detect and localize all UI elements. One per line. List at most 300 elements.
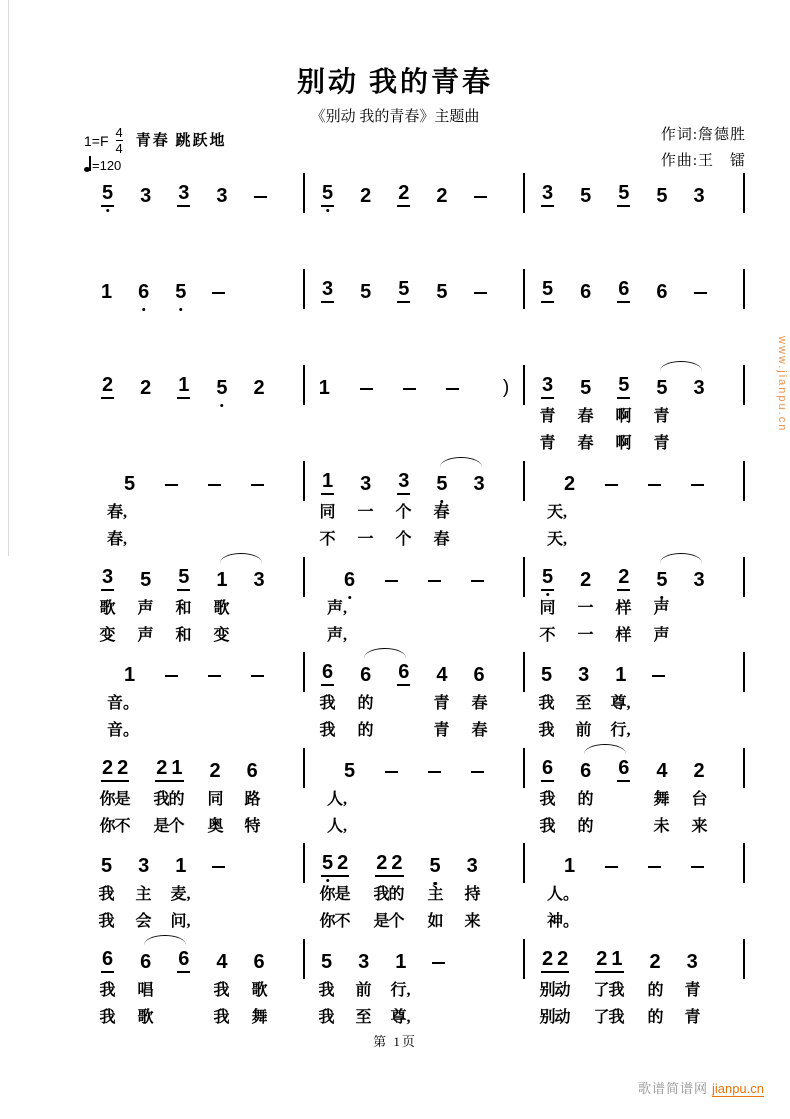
- underline-group: [595, 948, 623, 973]
- note-token: [541, 948, 569, 973]
- note-digit: 1: [123, 664, 136, 686]
- note-token: [254, 951, 265, 973]
- lyric-syllable: 我: [318, 982, 335, 999]
- note-token: [564, 855, 575, 877]
- barline: [743, 173, 745, 213]
- note-token: [656, 377, 667, 399]
- lyric-syllable: 青: [433, 722, 450, 739]
- note-digit: 1: [322, 470, 334, 492]
- note-digit: 3: [398, 470, 410, 492]
- dash-extension: [648, 866, 661, 868]
- digit-group: [580, 281, 591, 303]
- lyric-syllable: 声: [137, 627, 154, 644]
- note-digit: 5: [321, 951, 333, 973]
- dash-extension: [208, 675, 221, 677]
- digit-group: [656, 760, 667, 782]
- lyric-syllable: 春,: [107, 531, 128, 548]
- note-token: [321, 852, 349, 877]
- note-digit: 2: [436, 185, 448, 207]
- dash-extension: [471, 771, 484, 773]
- note-digit: 5: [322, 182, 334, 204]
- dash-extension: [605, 866, 618, 868]
- note-token: [216, 569, 227, 591]
- lyric-syllable: 我: [539, 818, 556, 835]
- note-token: [177, 374, 190, 399]
- note-digit: 5: [656, 185, 668, 207]
- digit-group: [656, 569, 667, 591]
- notes-row: [305, 660, 523, 686]
- note-digit: 2: [360, 185, 372, 207]
- note-token: [430, 855, 441, 877]
- time-denominator: 4: [115, 141, 123, 157]
- lyric-syllable: 我: [539, 791, 556, 808]
- dash-extension: [212, 292, 225, 294]
- lyric-syllable: 不: [539, 627, 556, 644]
- lyric-syllable: 问,: [170, 913, 191, 930]
- note-digit: 2: [557, 948, 569, 970]
- lyric-syllable: 的: [168, 791, 185, 808]
- note-digit: 1: [175, 855, 187, 877]
- score-line-3: [85, 373, 749, 459]
- note-token: [155, 757, 183, 782]
- note-digit: 2: [337, 852, 349, 874]
- note-token: [254, 569, 265, 591]
- note-token: [319, 377, 330, 399]
- digit-group: [216, 569, 227, 591]
- lyric-syllable: 我: [213, 982, 230, 999]
- lyric-syllable: 个: [395, 531, 412, 548]
- lyric-syllable: 我: [99, 982, 116, 999]
- lyric-syllable: 我: [98, 913, 115, 930]
- digit-group: [694, 760, 705, 782]
- dash-extension: [165, 484, 178, 486]
- note-token: [177, 182, 190, 207]
- note-token: [216, 951, 227, 973]
- lyric-syllable: 我: [608, 1009, 625, 1026]
- note-token: [474, 664, 485, 686]
- note-token: [541, 566, 554, 591]
- lyric-syllable: 音。: [107, 722, 140, 739]
- lyric-syllable: 你: [319, 886, 336, 903]
- digit-group: [580, 760, 591, 782]
- dash-extension: [694, 292, 707, 294]
- underline-group: [177, 182, 190, 207]
- note-token: [321, 182, 334, 207]
- digit-group: [140, 377, 151, 399]
- note-digit: 1: [101, 281, 113, 303]
- measure: [85, 277, 303, 363]
- lyric-syllable: 样: [615, 600, 632, 617]
- lyric-syllable: 我: [373, 886, 390, 903]
- lyric-syllable: 路: [244, 791, 261, 808]
- lyric-syllable: 舞: [251, 1009, 268, 1026]
- note-digit: 4: [436, 664, 448, 686]
- lyric-syllable: 的: [647, 982, 664, 999]
- note-digit: 3: [466, 855, 478, 877]
- note-digit: 1: [611, 948, 623, 970]
- lyric-syllable: 变: [213, 627, 230, 644]
- lyric-syllable: 春: [577, 435, 594, 452]
- underline-group: [321, 278, 334, 303]
- note-token: [617, 566, 630, 591]
- note-digit: 5: [175, 281, 187, 303]
- dash-extension: [648, 484, 661, 486]
- digit-group: [344, 569, 355, 591]
- lyric-syllable: 一: [577, 600, 594, 617]
- notes-row: [85, 851, 303, 877]
- note-digit: 6: [542, 757, 554, 779]
- lyric-syllable: 持: [464, 886, 481, 903]
- lyric-syllable: 啊: [615, 408, 632, 425]
- note-digit: 5: [436, 473, 448, 495]
- note-token: [397, 278, 410, 303]
- lyricist: 作词:詹德胜: [660, 127, 746, 143]
- watermark-link: jianpu.cn: [711, 1081, 764, 1096]
- note-token: [694, 377, 705, 399]
- note-token: [321, 951, 332, 973]
- vertical-watermark: www.jianpu.cn: [776, 336, 788, 433]
- note-token: [578, 664, 589, 686]
- underline-group: [617, 278, 630, 303]
- digit-group: [564, 855, 575, 877]
- digit-group: [254, 569, 265, 591]
- digit-group: [656, 377, 667, 399]
- measure: [525, 851, 743, 937]
- lyric-syllable: 一: [577, 627, 594, 644]
- note-digit: 6: [656, 281, 668, 303]
- note-token: [595, 948, 623, 973]
- lyric-syllable: 特: [244, 818, 261, 835]
- lyric-syllable: 我: [318, 1009, 335, 1026]
- digit-group: [580, 569, 591, 591]
- measure: [525, 660, 743, 746]
- underline-group: [321, 182, 334, 207]
- notes-row: [305, 181, 523, 207]
- underline-group: [101, 374, 114, 399]
- note-digit: 4: [656, 760, 668, 782]
- lyric-syllable: 我: [538, 695, 555, 712]
- lyric-syllable: 春: [433, 531, 450, 548]
- note-digit: 5: [542, 566, 554, 588]
- note-token: [321, 661, 334, 686]
- note-token: [467, 855, 478, 877]
- measure: [85, 756, 303, 842]
- lyric-syllable: 不: [319, 531, 336, 548]
- digit-group: [175, 281, 186, 303]
- underline-group: [617, 374, 630, 399]
- note-digit: 2: [376, 852, 388, 874]
- lyric-syllable: 神。: [547, 913, 580, 930]
- underline-group: [375, 852, 403, 877]
- note-digit: 3: [358, 951, 370, 973]
- dash-extension: [428, 771, 441, 773]
- note-digit: 2: [398, 182, 410, 204]
- digit-group: [124, 664, 135, 686]
- lyric-syllable: 我: [319, 695, 336, 712]
- lyric-syllable: 动: [554, 982, 571, 999]
- note-token: [474, 473, 485, 495]
- digit-group: [430, 855, 441, 877]
- note-digit: 6: [580, 760, 592, 782]
- measure: [525, 947, 743, 1033]
- lyric-syllable: 了: [593, 982, 610, 999]
- note-digit: 1: [216, 569, 228, 591]
- notes-row: [525, 565, 743, 591]
- note-token: [656, 185, 667, 207]
- note-digit: 3: [542, 182, 554, 204]
- note-token: [247, 760, 258, 782]
- note-digit: 3: [102, 566, 114, 588]
- notes-row: [85, 565, 303, 591]
- note-digit: 2: [596, 948, 608, 970]
- song-subtitle: 《别动 我的青春》主题曲: [310, 109, 480, 125]
- note-token: [140, 185, 151, 207]
- note-digit: 3: [360, 473, 372, 495]
- note-token: [615, 664, 626, 686]
- note-digit: 1: [178, 374, 190, 396]
- digit-group: [344, 760, 355, 782]
- lyric-syllable: 尊,: [390, 1009, 411, 1026]
- note-token: [138, 281, 149, 303]
- digit-group: [210, 760, 221, 782]
- note-digit: 2: [693, 760, 705, 782]
- barline: [743, 652, 745, 692]
- note-token: [436, 473, 447, 495]
- lyric-syllable: 的: [357, 722, 374, 739]
- lyric-syllable: 我: [153, 791, 170, 808]
- note-digit: 6: [140, 951, 152, 973]
- note-token: [617, 278, 630, 303]
- note-digit: 3: [693, 185, 705, 207]
- measure: [85, 469, 303, 555]
- measure: [305, 277, 523, 363]
- lyric-syllable: 一: [357, 531, 374, 548]
- note-token: [436, 185, 447, 207]
- note-token: [694, 760, 705, 782]
- measure: [85, 851, 303, 937]
- note-digit: 2: [618, 566, 630, 588]
- note-digit: 6: [473, 664, 485, 686]
- expression-text: 青春 跳跃地: [135, 133, 227, 150]
- digit-group: [140, 951, 151, 973]
- notes-row: [525, 181, 743, 207]
- lyric-syllable: 歌: [213, 600, 230, 617]
- notes-row: [525, 947, 743, 973]
- note-token: [124, 664, 135, 686]
- lyric-syllable: 不: [334, 913, 351, 930]
- lyric-syllable: 至: [355, 1009, 372, 1026]
- lyric-syllable: 人,: [327, 791, 348, 808]
- lyric-syllable: 尊,: [610, 695, 631, 712]
- lyric-syllable: 个: [388, 913, 405, 930]
- lyric-syllable: 春: [577, 408, 594, 425]
- dash-extension: [212, 866, 225, 868]
- underline-group: [397, 182, 410, 207]
- lyric-syllable: 前: [575, 722, 592, 739]
- digit-group: [360, 473, 371, 495]
- dash-extension: [208, 484, 221, 486]
- note-token: [177, 948, 190, 973]
- notes-row: [305, 565, 523, 591]
- note-token: [360, 473, 371, 495]
- note-token: [687, 951, 698, 973]
- dash-extension: [385, 771, 398, 773]
- note-digit: 5: [178, 566, 190, 588]
- watermark: [638, 1081, 764, 1097]
- note-digit: 5: [101, 855, 113, 877]
- lyric-syllable: 你: [99, 791, 116, 808]
- lyric-syllable: 人。: [547, 886, 580, 903]
- note-token: [101, 948, 114, 973]
- digit-group: [564, 473, 575, 495]
- digit-group: [650, 951, 661, 973]
- underline-group: [321, 661, 334, 686]
- dash-extension: [652, 675, 665, 677]
- lyric-syllable: 来: [464, 913, 481, 930]
- lyric-syllable: 青: [539, 408, 556, 425]
- dash-extension: [360, 388, 373, 390]
- note-token: [175, 281, 186, 303]
- note-token: [138, 855, 149, 877]
- score-line-8: [85, 851, 749, 937]
- note-token: [360, 664, 371, 686]
- note-token: [321, 470, 334, 495]
- digit-group: [436, 473, 447, 495]
- underline-group: [101, 566, 114, 591]
- note-digit: 6: [618, 757, 630, 779]
- note-token: [254, 377, 265, 399]
- note-digit: 5: [618, 182, 630, 204]
- digit-group: [321, 951, 332, 973]
- note-digit: 3: [693, 377, 705, 399]
- score-line-9: [85, 947, 749, 1033]
- lyric-syllable: 声: [653, 600, 670, 617]
- lyric-syllable: 个: [168, 818, 185, 835]
- digit-group: [216, 377, 227, 399]
- note-token: [395, 951, 406, 973]
- lyric-syllable: 同: [539, 600, 556, 617]
- lyric-syllable: 会: [135, 913, 152, 930]
- lyric-syllable: 同: [319, 504, 336, 521]
- barline: [743, 461, 745, 501]
- note-digit: 4: [216, 951, 228, 973]
- note-digit: 5: [541, 664, 553, 686]
- notes-row: [85, 947, 303, 973]
- note-digit: 6: [398, 661, 410, 683]
- note-token: [358, 951, 369, 973]
- measure: [525, 565, 743, 651]
- lyric-syllable: 是: [334, 886, 351, 903]
- lyric-syllable: 我: [608, 982, 625, 999]
- underline-group: [541, 566, 554, 591]
- underline-group: [617, 182, 630, 207]
- notes-row: [525, 373, 743, 399]
- lyric-syllable: 青: [653, 408, 670, 425]
- measure: [305, 469, 523, 555]
- lyric-syllable: 啊: [615, 435, 632, 452]
- note-token: [436, 281, 447, 303]
- lyric-syllable: 的: [577, 791, 594, 808]
- notes-row: [525, 851, 743, 877]
- score-line-6: [85, 660, 749, 746]
- note-digit: 3: [322, 278, 334, 300]
- note-digit: 6: [178, 948, 190, 970]
- underline-group: [397, 661, 410, 686]
- underline-group: [541, 374, 554, 399]
- lyric-syllable: 别: [539, 982, 556, 999]
- lyric-syllable: 我: [98, 886, 115, 903]
- measure: [305, 851, 523, 937]
- note-digit: 1: [563, 855, 576, 877]
- lyric-syllable: 声,: [327, 627, 348, 644]
- digit-group: [175, 855, 186, 877]
- digit-group: [358, 951, 369, 973]
- lyric-syllable: 是: [153, 818, 170, 835]
- underline-group: [177, 566, 190, 591]
- note-digit: 2: [156, 757, 168, 779]
- note-digit: 5: [436, 281, 448, 303]
- digit-group: [687, 951, 698, 973]
- lyric-syllable: 我: [99, 1009, 116, 1026]
- lyric-syllable: 青: [684, 1009, 701, 1026]
- lyric-syllable: 我: [213, 1009, 230, 1026]
- note-token: [375, 852, 403, 877]
- lyric-syllable: 音。: [107, 695, 140, 712]
- lyric-syllable: 你: [319, 913, 336, 930]
- score-line-7: [85, 756, 749, 842]
- notes-row: [305, 947, 523, 973]
- digit-group: [580, 185, 591, 207]
- note-token: [321, 278, 334, 303]
- notes-row: [85, 469, 303, 495]
- lyric-syllable: 变: [99, 627, 116, 644]
- digit-group: [247, 760, 258, 782]
- note-digit: 5: [123, 473, 136, 495]
- lyric-syllable: 你: [99, 818, 116, 835]
- measure: [525, 277, 743, 363]
- digit-group: [467, 855, 478, 877]
- underline-group: [397, 470, 410, 495]
- note-digit: 1: [615, 664, 627, 686]
- underline-group: [541, 757, 554, 782]
- lyric-syllable: 春: [471, 695, 488, 712]
- note-token: [617, 757, 630, 782]
- measure: [525, 469, 743, 555]
- time-numerator: 4: [115, 125, 123, 140]
- lyric-syllable: 青: [539, 435, 556, 452]
- underline-group: [101, 182, 114, 207]
- notes-row: [85, 277, 303, 303]
- note-token: [101, 757, 129, 782]
- note-digit: 5: [618, 374, 630, 396]
- dash-extension: [605, 484, 618, 486]
- barline: [743, 843, 745, 883]
- digit-group: [580, 377, 591, 399]
- note-token: [140, 569, 151, 591]
- lyric-syllable: 春,: [107, 504, 128, 521]
- note-token: [397, 470, 410, 495]
- lyric-syllable: 是: [373, 913, 390, 930]
- digit-group: [216, 185, 227, 207]
- note-digit: 6: [253, 951, 265, 973]
- notes-row: [525, 277, 743, 303]
- dash-extension: [691, 866, 704, 868]
- note-token: [541, 664, 552, 686]
- note-token: [360, 185, 371, 207]
- note-token: [541, 374, 554, 399]
- note-digit: 3: [138, 855, 150, 877]
- dash-extension: [474, 292, 487, 294]
